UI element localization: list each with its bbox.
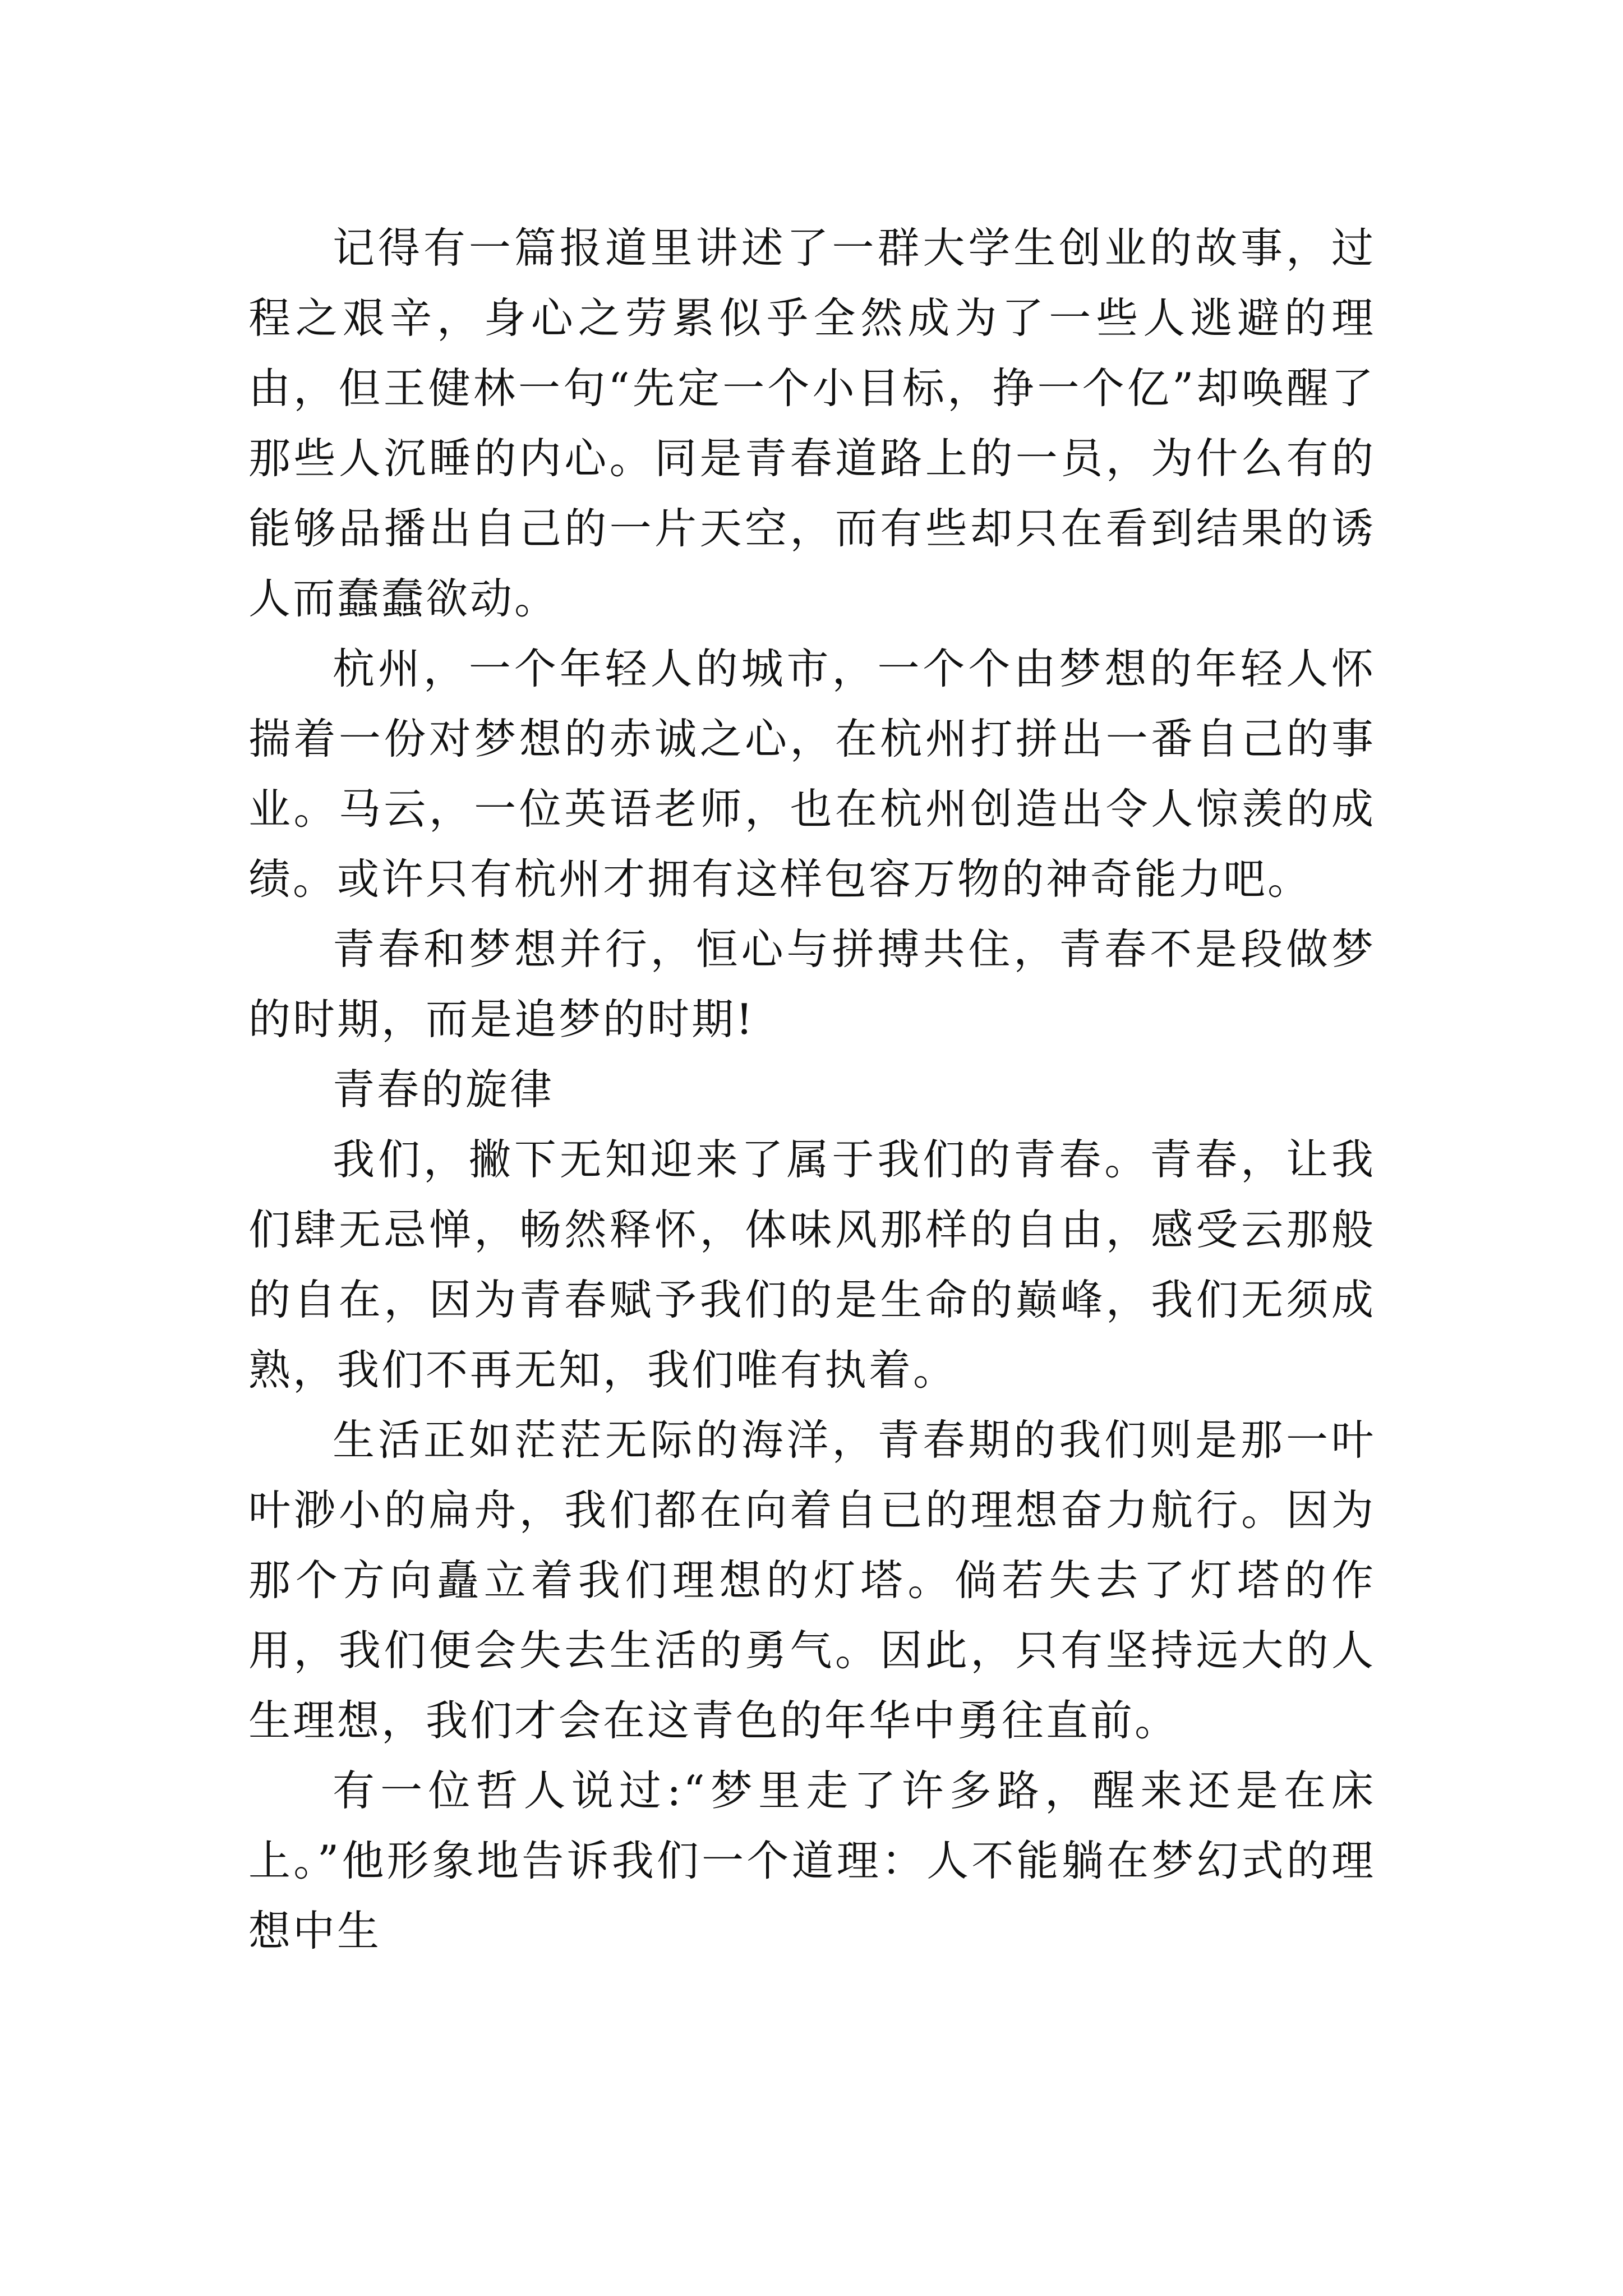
section-heading: 青春的旋律	[333, 1065, 555, 1114]
paragraph-6: 有一位哲人说过:“梦里走了许多路，醒来还是在床上。”他形象地告诉我们一个道理：人不能躺在梦幻式的理想中生	[248, 1766, 1376, 1955]
paragraph-4: 我们，撇下无知迎来了属于我们的青春。青春，让我们肆无忌惮，畅然释怀，体味风那样的自由，感受云那般的自在，因为青春赋予我们的是生命的巅峰，我们无须成熟，我们不再无知，我们唯有执着。	[248, 1135, 1376, 1395]
document-body	[248, 213, 1376, 1966]
paragraph-1: 记得有一篇报道里讲述了一群大学生创业的故事，过程之艰辛，身心之劳累似乎全然成为了一些人逃避的理由，但王健林一句“先定一个小目标，挣一个亿”却唤醒了那些人沉睡的内心。同是青春道路上的一员，为什么有的能够品播出自己的一片天空，而有些却只在看到结果的诱人而蠢蠢欲动。	[248, 223, 1376, 623]
paragraph-2: 杭州，一个年轻人的城市，一个个由梦想的年轻人怀揣着一份对梦想的赤诚之心，在杭州打拼出一番自己的事业。马云，一位英语老师，也在杭州创造出令人惊羡的成绩。或许只有杭州才拥有这样包容万物的神奇能力吧。	[248, 644, 1376, 904]
paragraph-3: 青春和梦想并行，恒心与拼搏共住，青春不是段做梦的时期，而是追梦的时期!	[248, 924, 1376, 1044]
paragraph-5: 生活正如茫茫无际的海洋，青春期的我们则是那一叶叶渺小的扁舟，我们都在向着自已的理想奋力航行。因为那个方向矗立着我们理想的灯塔。倘若失去了灯塔的作用，我们便会失去生活的勇气。因此，只有坚持远大的人生理想，我们才会在这青色的年华中勇往直前。	[248, 1415, 1376, 1745]
